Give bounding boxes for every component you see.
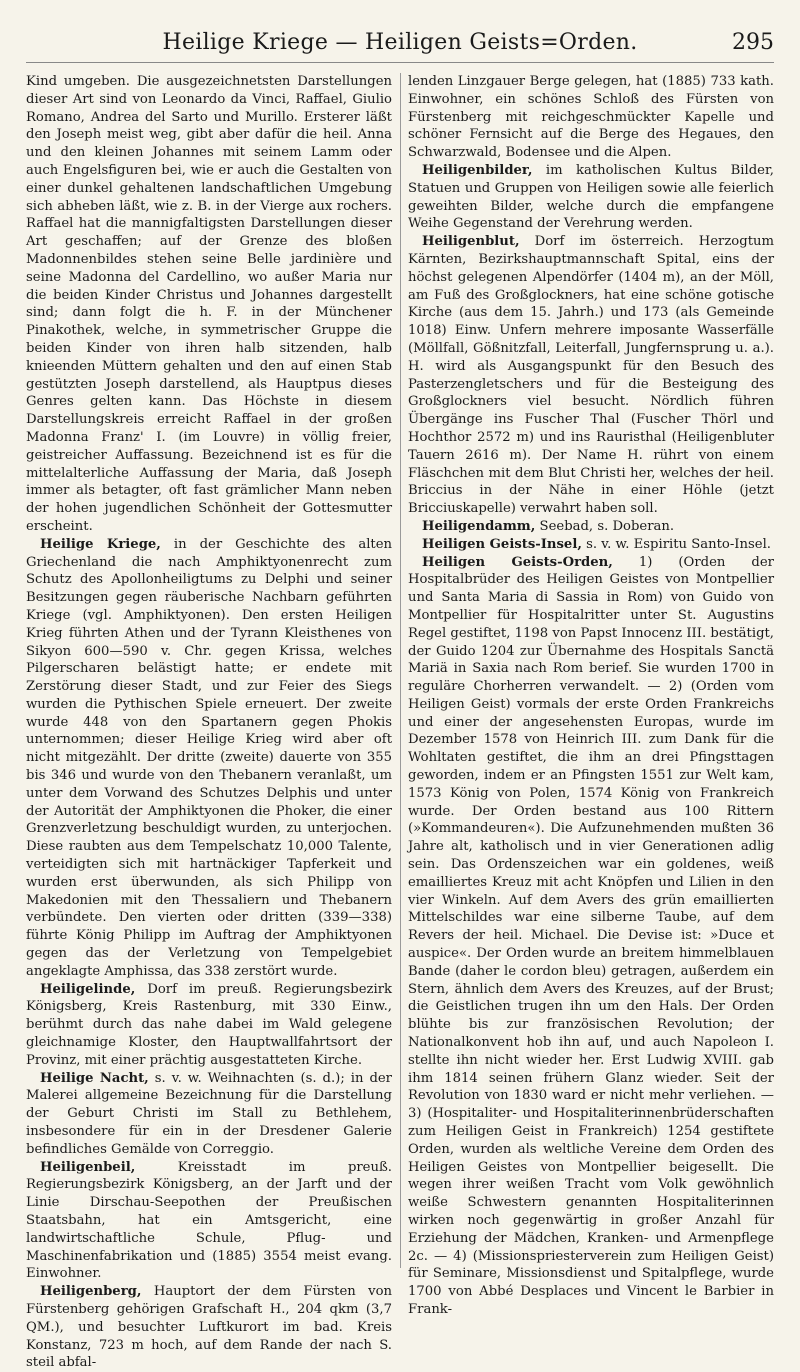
entry-headword: Heiligenbilder,: [422, 162, 533, 178]
entry-headword: Heiligelinde,: [40, 981, 136, 997]
column-divider: [400, 73, 401, 1268]
entry-heiligenblut: [408, 233, 774, 518]
entry-headword: Heilige Kriege,: [40, 536, 161, 552]
entry-heiligenbilder: [408, 162, 774, 233]
entry-continuation: Kind umgeben. Die ausgezeichnetsten Darstellungen dieser Art sind von Leonardo da Vinci, Raffael, Giulio Romano, Andrea del Sarto und Murillo. Ersterer läßt den Joseph meist weg, gibt aber dafür die heil. Anna und den kleinen Johannes mit seinem Lamm oder auch Engelsfiguren bei, wie er auch die Gestalten von einer dunkel gehaltenen landschaftlichen Umgebung sich abheben läßt, wie z. B. in der Vierge aux rochers. Raffael hat die mannigfaltigsten Darstellungen dieser Art geschaffen; auf der Grenze des bloßen Madonnenbildes stehen seine Belle jardinière und seine Madonna del Cardellino, wo außer Maria nur die beiden Kinder Christus und Johannes dargestellt sind; dann folgt die h. F. in der Münchener Pinakothek, welche, in symmetrischer Gruppe die beiden Kinder von ihren halb sitzenden, halb knieenden Müttern gehalten und den auf einen Stab gestützten Joseph darstellend, als Hauptpus dieses Genres gelten kann. Das Höchste in diesem Darstellungskreis erreicht Raffael in der großen Madonna Franz' I. (im Louvre) in völlig freier, geistreicher Auffassung. Bezeichnend ist es für die mittelalterliche Auffassung der Maria, daß Joseph immer als betagter, oft fast grämlicher Mann neben der hohen jugendlichen Schönheit der Gottesmutter erscheint.: [26, 74, 392, 534]
entry-heilige-kriege: [26, 536, 392, 981]
entry-text: im katholischen Kultus Bilder, Statuen und Gruppen von Heiligen sowie alle feierlich geweihten Bilder, welche durch die empfangene Weihe Gegenstand der Verehrung werden.: [408, 162, 774, 232]
entry-heiligendamm: [408, 518, 774, 536]
entry-headword: Heiligendamm,: [422, 518, 536, 534]
entry-heilige-nacht: [26, 1070, 392, 1159]
entry-heiligenberg: [26, 1283, 392, 1372]
entry-text: s. v. w. Weihnachten (s. d.); in der Malerei allgemeine Bezeichnung für die Darstellung der Geburt Christi im Stall zu Bethlehem, insbesondere für ein in der Dresdener Galerie befindliches Gemälde von Correggio.: [26, 1070, 392, 1157]
entry-headword: Heiligenblut,: [422, 234, 520, 250]
entry-headword: Heiligenbeil,: [40, 1159, 136, 1175]
page-title: Heilige Kriege — Heiligen Geists=Orden.: [162, 30, 638, 55]
entry-text: Kreisstadt im preuß. Regierungsbezirk Königsberg, an der Jarft und der Linie Dirschau-Seepothen der Preußischen Staatsbahn, hat ein Amtsgericht, eine landwirtschaftliche Schule, Pflug- und Maschinenfabrikation und (1885) 3554 meist evang. Einwohner.: [26, 1159, 392, 1282]
entry-text: in der Geschichte des alten Griechenland die nach Amphiktyonenrecht zum Schutz des Apollonheiligtums zu Delphi und seiner Besitzungen gegen räuberische Nachbarn geführten Kriege (vgl. Amphiktyonen). Den ersten Heiligen Krieg führten Athen und der Tyrann Kleisthenes von Sikyon 600—590 v. Chr. gegen Krissa, welches Pilgerscharen belästigt hatte; er endete mit Zerstörung dieser Stadt, und zur Feier des Siegs wurden die Pythischen Spiele erneuert. Der zweite wurde 448 von den Spartanern gegen Phokis unternommen; dieser Heilige Krieg wird aber oft nicht mitgezählt. Der dritte (zweite) dauerte von 355 bis 346 und wurde von den Thebanern veranlaßt, um unter dem Vorwand des Schutzes Delphis und unter der Autorität der Amphiktyonen die Phoker, die einer Grenzverletzung beschuldigt wurden, zu unterjochen. Diese raubten aus dem Tempelschatz 10,000 Talente, verteidigten sich mit hartnäckiger Tapferkeit und wurden erst überwunden, als sich Philipp von Makedonien mit den Thessaliern und Thebanern verbündete. Den vierten oder dritten (339—338) führte König Philipp im Auftrag der Amphiktyonen gegen das der Verletzung von Tempelgebiet angeklagte Amphissa, das 338 zerstört wurde.: [26, 536, 393, 979]
left-column: [26, 73, 393, 1371]
entry-heiligelinde: [26, 981, 392, 1070]
running-head: [26, 28, 774, 63]
entry-continuation: lenden Linzgauer Berge gelegen, hat (1885) 733 kath. Einwohner, ein schönes Schloß des Fürsten von Fürstenberg mit reichgeschmückter Kapelle und schöner Fernsicht auf die Berge des Hegaues, den Schwarzwald, Bodensee und die Alpen.: [408, 74, 774, 161]
entry-text: Dorf im preuß. Regierungsbezirk Königsberg, Kreis Rastenburg, mit 330 Einw., berühmt durch das nahe dabei im Wald gelegene gleichnamige Kloster, den Hauptwallfahrtsort der Provinz, mit einer prächtig ausgestatteten Kirche.: [26, 981, 392, 1068]
entry-text: Hauptort der dem Fürsten von Fürstenberg gehörigen Grafschaft H., 204 qkm (3,7 QM.), und besuchter Luftkurort im bad. Kreis Konstanz, 723 m hoch, auf dem Rande der nach S. steil abfal-: [26, 1284, 392, 1371]
entry-text: 1) (Orden der Hospitalbrüder des Heiligen Geistes von Montpellier und Santa Maria di Sassia in Rom) von Guido von Montpellier für Hospitalritter unter St. Augustins Regel gestiftet, 1198 von Papst Innocenz III. bestätigt, der Guido 1204 zur Übernahme des Hospitals Sanctä Mariä in Saxia nach Rom berief. Sie wurden 1700 in reguläre Chorherren verwandelt. — 2) (Orden vom Heiligen Geist) vormals der erste Orden Frankreichs und einer der angesehensten Europas, wurde im Dezember 1578 von Heinrich III. zum Dank für die Wohltaten gestiftet, die ihm an drei Pfingsttagen geworden, indem er an Pfingsten 1551 zur Welt kam, 1573 König von Polen, 1574 König von Frankreich wurde. Der Orden bestand aus 100 Rittern (»Kommandeuren«). Die Aufzunehmenden mußten 36 Jahre alt, katholisch und in vier Generationen adlig sein. Das Ordenszeichen war ein goldenes, weiß emailliertes Kreuz mit acht Knöpfen und Lilien in den vier Winkeln. Auf dem Avers des grün emaillierten Mittelschildes war eine silberne Taube, auf dem Revers der heil. Michael. Die Devise ist: »Duce et auspice«. Der Orden wurde an breitem himmelblauen Bande (daher le cordon bleu) getragen, außerdem ein Stern, ähnlich dem Avers des Kreuzes, auf der Brust; die Geistlichen trugen ihn um den Hals. Der Orden blühte bis zur französischen Revolution; der Nationalkonvent hob ihn auf, und auch Napoleon I. stellte ihn nicht wieder her. Erst Ludwig XVIII. gab ihm 1814 seinen frühern Glanz wieder. Seit der Revolution von 1830 ward er nicht mehr verliehen. — 3) (Hospitaliter- und Hospitaliterinnenbrüderschaften zum Heiligen Geist in Frankreich) 1254 gestiftete Orden, wurden als weltliche Vereine dem Orden des Heiligen Geistes von Montpellier beigesellt. Die wegen ihrer weißen Tracht vom Volk gewöhnlich weiße Schwestern genannten Hospitaliterinnen wirken noch gegenwärtig in großer Anzahl für Erziehung der Mädchen, Kranken- und Armenpflege 2c. — 4) (Missionspriesterverein zum Heiligen Geist) für Seminare, Missionsdienst und Spitalpflege, wurde 1700 von Abbé Desplaces und Vincent le Barbier in Frank-: [408, 554, 774, 1317]
entry-headword: Heiligen Geists-Insel,: [422, 536, 582, 552]
entry-heiligen-geists-insel: [408, 536, 774, 554]
entry-text: Seebad, s. Doberan.: [539, 518, 675, 534]
entry-headword: Heiligenberg,: [40, 1284, 142, 1300]
right-column: [408, 73, 774, 1317]
text-columns: [26, 73, 774, 1371]
entry-text: Dorf im österreich. Herzogtum Kärnten, Bezirkshauptmannschaft Spital, eins der höchst gelegenen Alpendörfer (1404 m), an der Möll, am Fuß des Großglockners, hat eine schöne gotische Kirche (aus dem 15. Jahrh.) und 173 (als Gemeinde 1018) Einw. Unfern mehrere imposante Wasserfälle (Möllfall, Gößnitzfall, Leiterfall, Jungfernsprung u. a.). H. wird als Ausgangspunkt für den Besuch des Pasterzengletschers und für die Besteigung des Großglockners viel besucht. Nördlich führen Übergänge ins Fuscher Thal (Fuscher Thörl und Hochthor 2572 m) und ins Rauristhal (Heiligenbluter Tauern 2616 m). Der Name H. rührt von einem Fläschchen mit dem Blut Christi her, welches der heil. Briccius in der Nähe in einer Höhle (jetzt Bricciuskapelle) verwahrt haben soll.: [408, 234, 774, 517]
entry-headword: Heiligen Geists-Orden,: [422, 554, 613, 570]
entry-heiligen-geists-orden: [408, 554, 774, 1319]
page-number: 295: [732, 30, 774, 55]
entry-headword: Heilige Nacht,: [40, 1070, 149, 1086]
entry-heiligenbeil: [26, 1159, 392, 1284]
entry-text: s. v. w. Espiritu Santo-Insel.: [586, 536, 771, 552]
